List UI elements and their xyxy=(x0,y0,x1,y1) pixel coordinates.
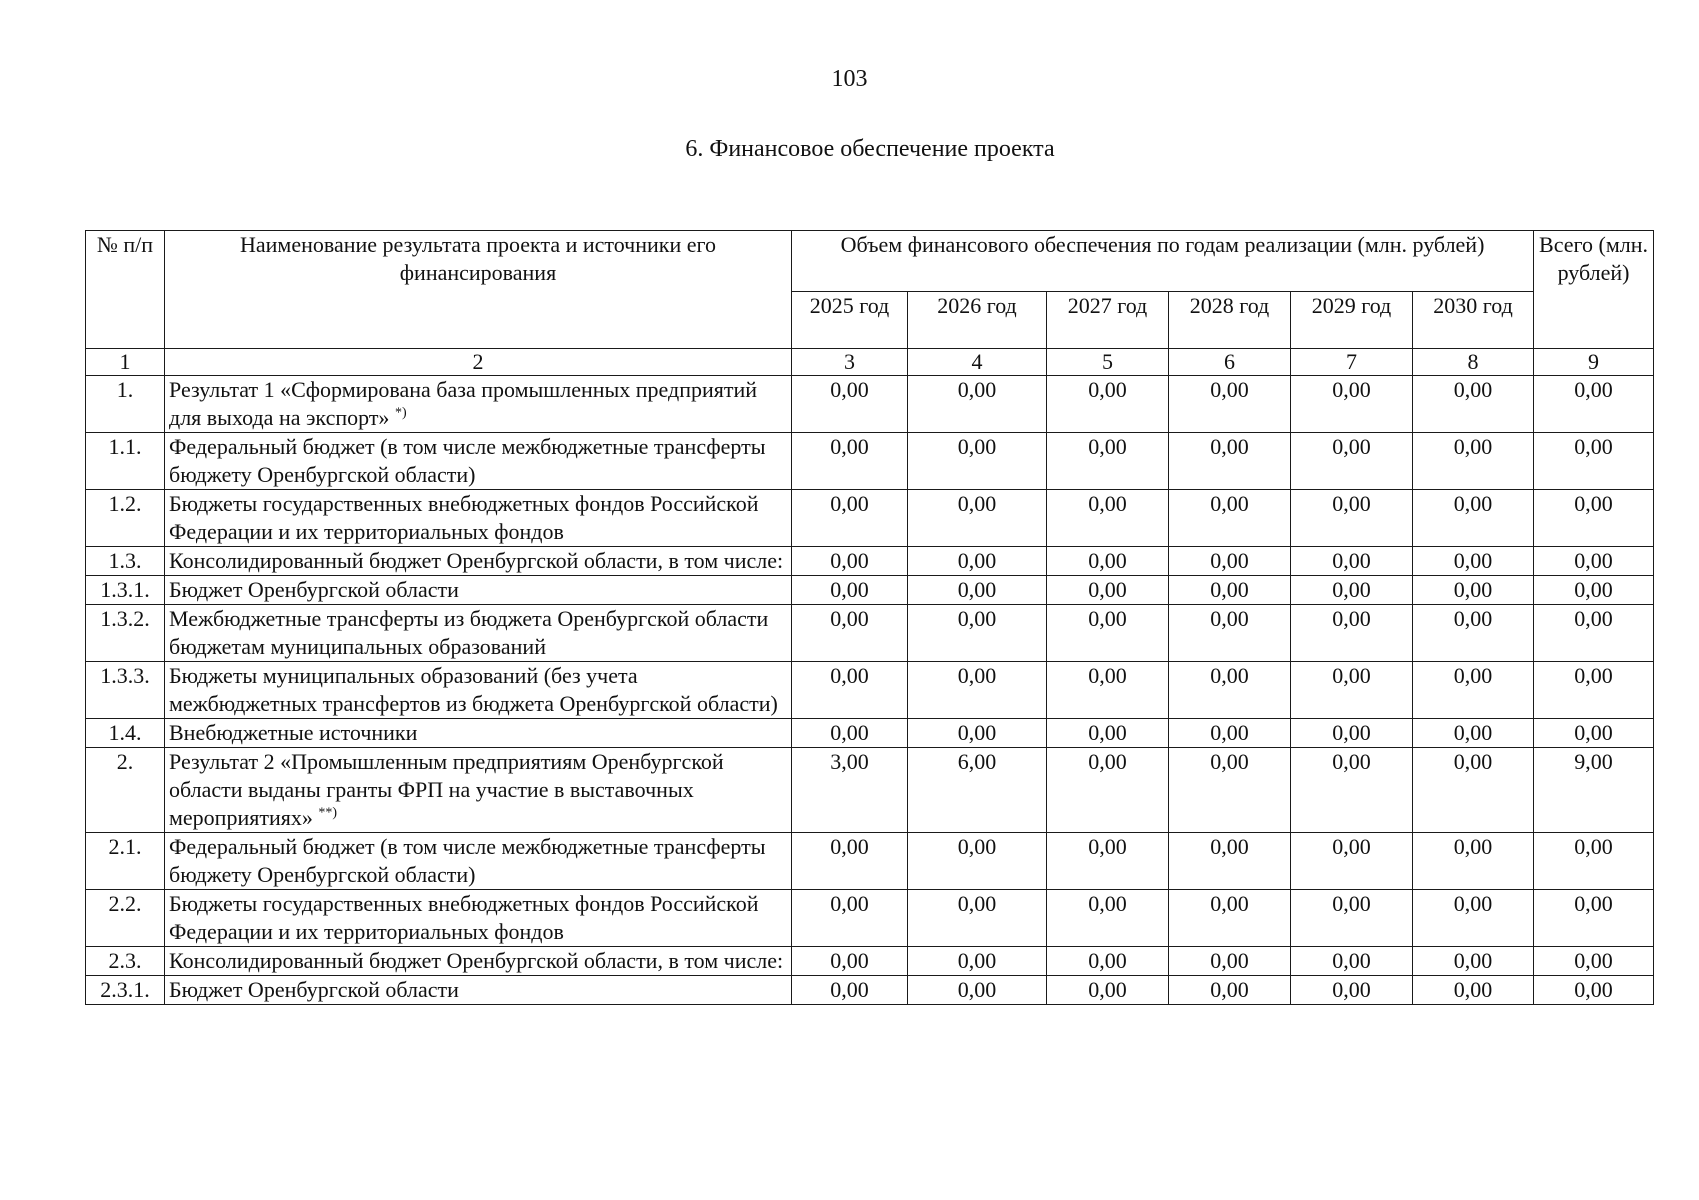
table-row xyxy=(86,748,1654,833)
row-total-value: 0,00 xyxy=(1534,947,1654,976)
row-year-value: 0,00 xyxy=(792,976,908,1005)
row-year-value: 0,00 xyxy=(1291,576,1413,605)
column-index: 3 xyxy=(792,349,908,376)
row-year-value: 0,00 xyxy=(908,376,1047,433)
row-name: Результат 1 «Сформирована база промышленных предприятий для выхода на экспорт» xyxy=(169,377,758,430)
row-name-cell xyxy=(165,947,792,976)
row-year-value: 0,00 xyxy=(792,576,908,605)
column-index: 5 xyxy=(1047,349,1169,376)
row-year-value: 0,00 xyxy=(908,490,1047,547)
header-num: № п/п xyxy=(86,231,165,349)
table-row xyxy=(86,376,1654,433)
row-year-value: 0,00 xyxy=(1047,662,1169,719)
row-year-value: 0,00 xyxy=(908,547,1047,576)
row-year-value: 0,00 xyxy=(1413,890,1534,947)
row-year-value: 0,00 xyxy=(1413,833,1534,890)
row-year-value: 0,00 xyxy=(1047,833,1169,890)
header-year-2028: 2028 год xyxy=(1169,292,1291,349)
row-total-value: 0,00 xyxy=(1534,547,1654,576)
row-name-cell xyxy=(165,490,792,547)
row-name-cell xyxy=(165,576,792,605)
row-number: 2.3.1. xyxy=(86,976,165,1005)
row-year-value: 0,00 xyxy=(1047,576,1169,605)
table-row xyxy=(86,719,1654,748)
row-year-value: 0,00 xyxy=(1047,719,1169,748)
financing-table xyxy=(85,230,1654,1005)
row-name-cell xyxy=(165,833,792,890)
row-year-value: 0,00 xyxy=(792,605,908,662)
row-year-value: 0,00 xyxy=(1291,719,1413,748)
row-number: 1.1. xyxy=(86,433,165,490)
row-number: 1. xyxy=(86,376,165,433)
row-year-value: 0,00 xyxy=(1413,433,1534,490)
row-year-value: 0,00 xyxy=(1413,748,1534,833)
row-year-value: 0,00 xyxy=(1169,433,1291,490)
row-year-value: 0,00 xyxy=(1291,890,1413,947)
row-year-value: 0,00 xyxy=(1413,605,1534,662)
row-total-value: 0,00 xyxy=(1534,490,1654,547)
row-year-value: 0,00 xyxy=(1413,947,1534,976)
section-title: 6. Финансовое обеспечение проекта xyxy=(685,136,1055,162)
header-year-2030: 2030 год xyxy=(1413,292,1534,349)
header-year-2026: 2026 год xyxy=(908,292,1047,349)
row-year-value: 0,00 xyxy=(792,490,908,547)
column-index: 6 xyxy=(1169,349,1291,376)
row-total-value: 9,00 xyxy=(1534,748,1654,833)
row-total-value: 0,00 xyxy=(1534,662,1654,719)
row-year-value: 0,00 xyxy=(1169,605,1291,662)
row-year-value: 0,00 xyxy=(1047,748,1169,833)
row-year-value: 0,00 xyxy=(908,976,1047,1005)
row-total-value: 0,00 xyxy=(1534,605,1654,662)
column-index: 1 xyxy=(86,349,165,376)
table-row xyxy=(86,490,1654,547)
row-name-cell xyxy=(165,662,792,719)
row-total-value: 0,00 xyxy=(1534,376,1654,433)
row-name-cell xyxy=(165,433,792,490)
row-year-value: 0,00 xyxy=(908,605,1047,662)
row-year-value: 0,00 xyxy=(792,947,908,976)
row-year-value: 0,00 xyxy=(1169,976,1291,1005)
row-year-value: 0,00 xyxy=(1291,748,1413,833)
row-year-value: 0,00 xyxy=(908,662,1047,719)
row-year-value: 0,00 xyxy=(1291,947,1413,976)
footnote-marker: **) xyxy=(318,805,338,821)
table-row xyxy=(86,576,1654,605)
row-name-cell xyxy=(165,547,792,576)
row-year-value: 0,00 xyxy=(1169,719,1291,748)
column-index: 9 xyxy=(1534,349,1654,376)
row-year-value: 0,00 xyxy=(1413,719,1534,748)
row-year-value: 0,00 xyxy=(1291,433,1413,490)
row-year-value: 0,00 xyxy=(792,433,908,490)
table-row xyxy=(86,662,1654,719)
row-name: Межбюджетные трансферты из бюджета Оренбургской области бюджетам муниципальных образований xyxy=(169,606,769,659)
row-year-value: 0,00 xyxy=(908,576,1047,605)
row-year-value: 0,00 xyxy=(1291,376,1413,433)
row-name-cell xyxy=(165,748,792,833)
row-total-value: 0,00 xyxy=(1534,890,1654,947)
row-year-value: 0,00 xyxy=(1047,376,1169,433)
row-name: Консолидированный бюджет Оренбургской области, в том числе: xyxy=(169,548,784,573)
row-year-value: 0,00 xyxy=(1291,662,1413,719)
column-index: 7 xyxy=(1291,349,1413,376)
row-year-value: 0,00 xyxy=(1169,748,1291,833)
row-year-value: 0,00 xyxy=(1169,490,1291,547)
row-year-value: 0,00 xyxy=(908,947,1047,976)
row-total-value: 0,00 xyxy=(1534,976,1654,1005)
row-year-value: 0,00 xyxy=(792,719,908,748)
row-year-value: 0,00 xyxy=(1169,890,1291,947)
row-year-value: 0,00 xyxy=(1047,547,1169,576)
row-year-value: 0,00 xyxy=(1291,976,1413,1005)
row-year-value: 0,00 xyxy=(1169,833,1291,890)
row-name: Бюджеты государственных внебюджетных фондов Российской Федерации и их территориальных фондов xyxy=(169,891,759,944)
row-year-value: 0,00 xyxy=(1413,662,1534,719)
row-year-value: 0,00 xyxy=(1413,376,1534,433)
row-name: Результат 2 «Промышленным предприятиям Оренбургской области выданы гранты ФРП на участие в выставочных мероприятиях» xyxy=(169,749,724,830)
row-year-value: 0,00 xyxy=(792,376,908,433)
row-number: 2.2. xyxy=(86,890,165,947)
row-year-value: 0,00 xyxy=(1291,605,1413,662)
row-number: 1.2. xyxy=(86,490,165,547)
row-year-value: 0,00 xyxy=(1047,433,1169,490)
row-number: 1.3.3. xyxy=(86,662,165,719)
row-year-value: 0,00 xyxy=(1169,662,1291,719)
table-body xyxy=(86,376,1654,1005)
row-year-value: 0,00 xyxy=(1169,376,1291,433)
row-year-value: 0,00 xyxy=(1291,547,1413,576)
page-number: 103 xyxy=(831,66,868,92)
row-year-value: 0,00 xyxy=(908,433,1047,490)
row-year-value: 0,00 xyxy=(1047,976,1169,1005)
header-row-1 xyxy=(86,231,1654,292)
row-number: 2.3. xyxy=(86,947,165,976)
row-name-cell xyxy=(165,605,792,662)
row-number: 1.4. xyxy=(86,719,165,748)
row-total-value: 0,00 xyxy=(1534,719,1654,748)
row-number: 1.3. xyxy=(86,547,165,576)
row-number: 1.3.1. xyxy=(86,576,165,605)
row-name-cell xyxy=(165,376,792,433)
row-total-value: 0,00 xyxy=(1534,576,1654,605)
row-number: 2. xyxy=(86,748,165,833)
row-name: Бюджеты муниципальных образований (без учета межбюджетных трансфертов из бюджета Оренбургской области) xyxy=(169,663,778,716)
row-year-value: 0,00 xyxy=(1413,576,1534,605)
row-number: 2.1. xyxy=(86,833,165,890)
column-index: 8 xyxy=(1413,349,1534,376)
row-year-value: 3,00 xyxy=(792,748,908,833)
column-index: 4 xyxy=(908,349,1047,376)
row-total-value: 0,00 xyxy=(1534,433,1654,490)
table-row xyxy=(86,833,1654,890)
row-name: Бюджет Оренбургской области xyxy=(169,977,459,1002)
row-year-value: 0,00 xyxy=(1047,490,1169,547)
row-year-value: 0,00 xyxy=(1413,547,1534,576)
row-name: Бюджеты государственных внебюджетных фондов Российской Федерации и их территориальных фондов xyxy=(169,491,759,544)
row-name: Бюджет Оренбургской области xyxy=(169,577,459,602)
table-row xyxy=(86,433,1654,490)
row-year-value: 0,00 xyxy=(908,890,1047,947)
header-year-2029: 2029 год xyxy=(1291,292,1413,349)
row-year-value: 0,00 xyxy=(1291,833,1413,890)
row-year-value: 0,00 xyxy=(792,547,908,576)
row-year-value: 0,00 xyxy=(1291,490,1413,547)
header-year-2027: 2027 год xyxy=(1047,292,1169,349)
row-year-value: 0,00 xyxy=(1169,547,1291,576)
row-total-value: 0,00 xyxy=(1534,833,1654,890)
header-total: Всего (млн. рублей) xyxy=(1534,231,1654,349)
row-year-value: 6,00 xyxy=(908,748,1047,833)
header-name: Наименование результата проекта и источники его финансирования xyxy=(165,231,792,349)
row-year-value: 0,00 xyxy=(1413,490,1534,547)
header-volume: Объем финансового обеспечения по годам реализации (млн. рублей) xyxy=(792,231,1534,292)
row-year-value: 0,00 xyxy=(908,719,1047,748)
row-year-value: 0,00 xyxy=(1047,890,1169,947)
row-number: 1.3.2. xyxy=(86,605,165,662)
row-name-cell xyxy=(165,976,792,1005)
row-name-cell xyxy=(165,890,792,947)
table-row xyxy=(86,605,1654,662)
row-year-value: 0,00 xyxy=(908,833,1047,890)
column-index: 2 xyxy=(165,349,792,376)
row-year-value: 0,00 xyxy=(792,890,908,947)
row-name: Консолидированный бюджет Оренбургской области, в том числе: xyxy=(169,948,784,973)
column-index-row xyxy=(86,349,1654,376)
table-row xyxy=(86,976,1654,1005)
row-year-value: 0,00 xyxy=(1047,947,1169,976)
table-row xyxy=(86,890,1654,947)
row-name: Федеральный бюджет (в том числе межбюджетные трансферты бюджету Оренбургской области) xyxy=(169,834,766,887)
row-year-value: 0,00 xyxy=(1169,576,1291,605)
row-year-value: 0,00 xyxy=(792,662,908,719)
table-row xyxy=(86,547,1654,576)
row-year-value: 0,00 xyxy=(1413,976,1534,1005)
row-name: Внебюджетные источники xyxy=(169,720,418,745)
row-year-value: 0,00 xyxy=(1047,605,1169,662)
row-name: Федеральный бюджет (в том числе межбюджетные трансферты бюджету Оренбургской области) xyxy=(169,434,766,487)
row-name-cell xyxy=(165,719,792,748)
footnote-marker: *) xyxy=(394,405,407,421)
header-year-2025: 2025 год xyxy=(792,292,908,349)
row-year-value: 0,00 xyxy=(792,833,908,890)
table-row xyxy=(86,947,1654,976)
row-year-value: 0,00 xyxy=(1169,947,1291,976)
